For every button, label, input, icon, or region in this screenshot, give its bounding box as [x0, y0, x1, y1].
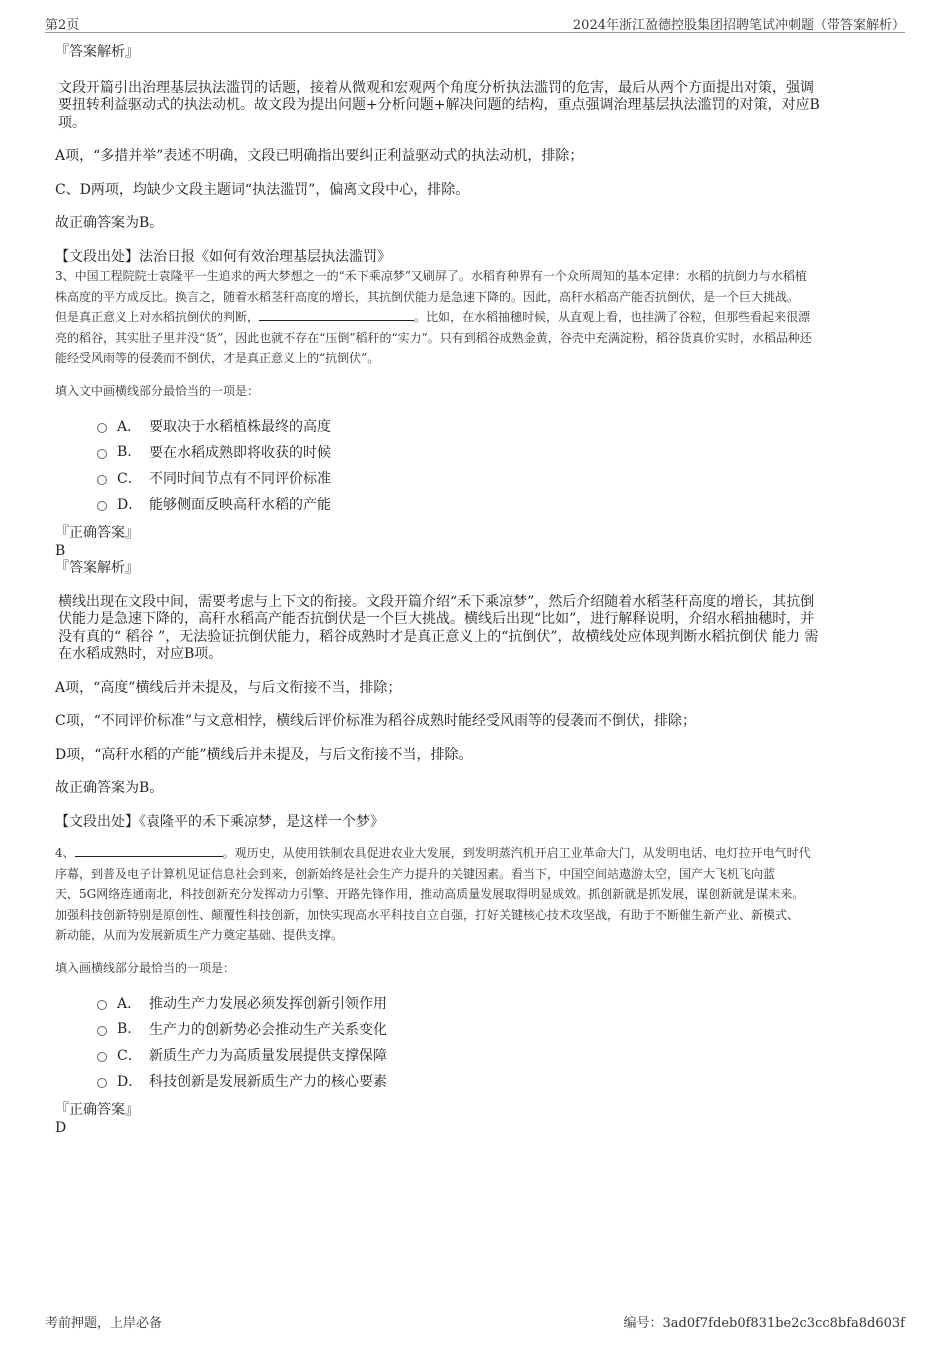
option-note-c: C项，“不同评价标准”与文意相悖，横线后评价标准为稻谷成熟时能经受风雨等的侵袭而不倒伏，排除；	[55, 713, 697, 729]
option-note-d: D项，“高秆水稻的产能”横线后并未提及，与后文衔接不当，排除。	[55, 746, 473, 763]
analysis-label: 『答案解析』	[55, 560, 139, 576]
question-text: 新动能，从而为发展新质生产力奠定基础、提供支撑。	[55, 928, 344, 942]
answer-label: 『正确答案』	[55, 525, 139, 541]
option-note-cd: C、D两项，均缺少文段主题词“执法滥罚”，偏离文段中心，排除。	[55, 181, 470, 198]
question-text: 但是真正意义上对水稻抗倒伏的判断， 。比如，在水稻抽穗时候，从直观上看，也挂满了谷粒，但那些看起来很漂	[55, 310, 811, 324]
option-b[interactable]: B. 要在水稻成熟即将收获的时候	[97, 439, 890, 465]
option-list	[97, 990, 890, 1094]
question-text: 序幕，到普及电子计算机见证信息社会到来，创新始终是社会生产力提升的关键因素。看当下，中国空间站遨游太空，国产大飞机飞向蓝	[55, 866, 776, 881]
answer-label: 『正确答案』	[55, 1102, 139, 1118]
radio-icon[interactable]	[97, 501, 107, 511]
question-text: 株高度的平方成反比。换言之，随着水稻茎秆高度的增长，其抗倒伏能力是急速下降的。因此，高秆水稻高产能否抗倒伏，是一个巨大挑战。	[55, 289, 800, 304]
page-number: 第2页	[45, 18, 80, 33]
question-prompt: 填入文中画横线部分最恰当的一项是：	[55, 383, 260, 398]
option-d[interactable]: D． 科技创新是发展新质生产力的核心要素	[97, 1068, 890, 1094]
source-citation: 【文段出处】法治日报《如何有效治理基层执法滥罚》	[55, 248, 391, 265]
option-a[interactable]: A． 要取决于水稻植株最终的高度	[97, 413, 890, 439]
analysis-line: 要扭转利益驱动式的执法动机。故文段为提出问题+分析问题+解决问题的结构，重点强调治理基层执法滥罚的对策，对应B	[58, 97, 820, 113]
question-prompt: 填入画横线部分最恰当的一项是：	[55, 960, 236, 975]
analysis-line: 文段开篇引出治理基层执法滥罚的话题，接着从微观和宏观两个角度分析执法滥罚的危害，最后从两个方面提出对策，强调	[58, 79, 814, 96]
question-text: 3、中国工程院院士袁隆平一生追求的两大梦想之一的“禾下乘凉梦”又刷屏了。水稻育种界有一个众所周知的基本定律：水稻的抗倒力与水稻植	[55, 269, 807, 283]
question-text: 天，5G网络连通南北，科技创新充分发挥动力引擎、开路先锋作用，推动高质量发展取得明显成效。抓创新就是抓发展，谋创新就是谋未来。	[55, 887, 805, 901]
option-list	[97, 413, 890, 517]
radio-icon[interactable]	[97, 1000, 107, 1010]
source-citation: 【文段出处】《袁隆平的禾下乘凉梦，是这样一个梦》	[55, 813, 384, 830]
question-3	[55, 266, 890, 831]
fill-blank	[75, 844, 223, 857]
analysis-line: 伏能力是急速下降的，高秆水稻高产能否抗倒伏是一个巨大挑战。横线后出现“比如”，进行解释说明，介绍水稻抽穗时，并	[58, 611, 815, 627]
correct-answer: D	[55, 1119, 67, 1136]
conclusion: 故正确答案为B。	[55, 780, 164, 796]
radio-icon[interactable]	[97, 1026, 107, 1036]
conclusion: 故正确答案为B。	[55, 215, 164, 231]
analysis-line: 在水稻成熟时，对应B项。	[58, 646, 223, 662]
analysis-line: 横线出现在文段中间，需要考虑与上下文的衔接。文段开篇介绍“禾下乘凉梦”，然后介绍随着水稻茎秆高度的增长，其抗倒	[58, 593, 815, 610]
question-text: 4、 。观历史，从使用铁制农具促进农业大发展，到发明蒸汽机开启工业革命大门，从发明电话、电灯拉开电气时代	[55, 846, 811, 860]
analysis-label: 『答案解析』	[55, 44, 139, 60]
question-text: 亮的稻谷，其实肚子里并没“货”，因此也就不存在“压倒”稻秆的“实力”。只有到稻谷成熟金黄，谷壳中充满淀粉，稻谷货真价实时，水稻品种还	[55, 330, 812, 345]
option-note-a: A项，“高度”横线后并未提及，与后文衔接不当，排除；	[55, 679, 402, 696]
correct-answer: B	[55, 542, 66, 559]
option-note-a: A项，“多措并举”表述不明确，文段已明确指出要纠正利益驱动式的执法动机，排除；	[55, 148, 584, 164]
analysis-line: 项。	[58, 114, 86, 131]
footer-slogan: 考前押题，上岸必备	[45, 1316, 163, 1331]
radio-icon[interactable]	[97, 1052, 107, 1062]
question-text: 加强科技创新特别是原创性、颠覆性科技创新，加快实现高水平科技自立自强，打好关键核心技术攻坚战，有助于不断催生新产业、新模式、	[55, 907, 800, 922]
option-a[interactable]: A． 推动生产力发展必须发挥创新引领作用	[97, 990, 890, 1016]
radio-icon[interactable]	[97, 449, 107, 459]
option-d[interactable]: D． 能够侧面反映高秆水稻的产能	[97, 491, 890, 517]
page-content	[55, 44, 890, 1137]
document-id: 编号：3ad0f7fdeb0f831be2c3cc8bfa8d603f	[623, 1316, 905, 1331]
question-4	[55, 843, 890, 1137]
fill-blank	[259, 308, 414, 321]
radio-icon[interactable]	[97, 475, 107, 485]
option-c[interactable]: C． 不同时间节点有不同评价标准	[97, 465, 890, 491]
option-c[interactable]: C． 新质生产力为高质量发展提供支撑保障	[97, 1042, 890, 1068]
question-text: 能经受风雨等的侵袭而不倒伏，才是真正意义上的“抗倒伏”。	[55, 351, 380, 365]
radio-icon[interactable]	[97, 1078, 107, 1088]
document-title: 2024年浙江盈德控股集团招聘笔试冲刺题（带答案解析）	[572, 18, 905, 33]
analysis-line: 没有真的“ 稻谷 ”，无法验证抗倒伏能力，稻谷成熟时才是真正意义上的“抗倒伏”，故横线处应体现判断水稻抗倒伏 能力 需	[58, 628, 819, 645]
page-header	[45, 12, 905, 33]
radio-icon[interactable]	[97, 423, 107, 433]
option-b[interactable]: B. 生产力的创新势必会推动生产关系变化	[97, 1016, 890, 1042]
